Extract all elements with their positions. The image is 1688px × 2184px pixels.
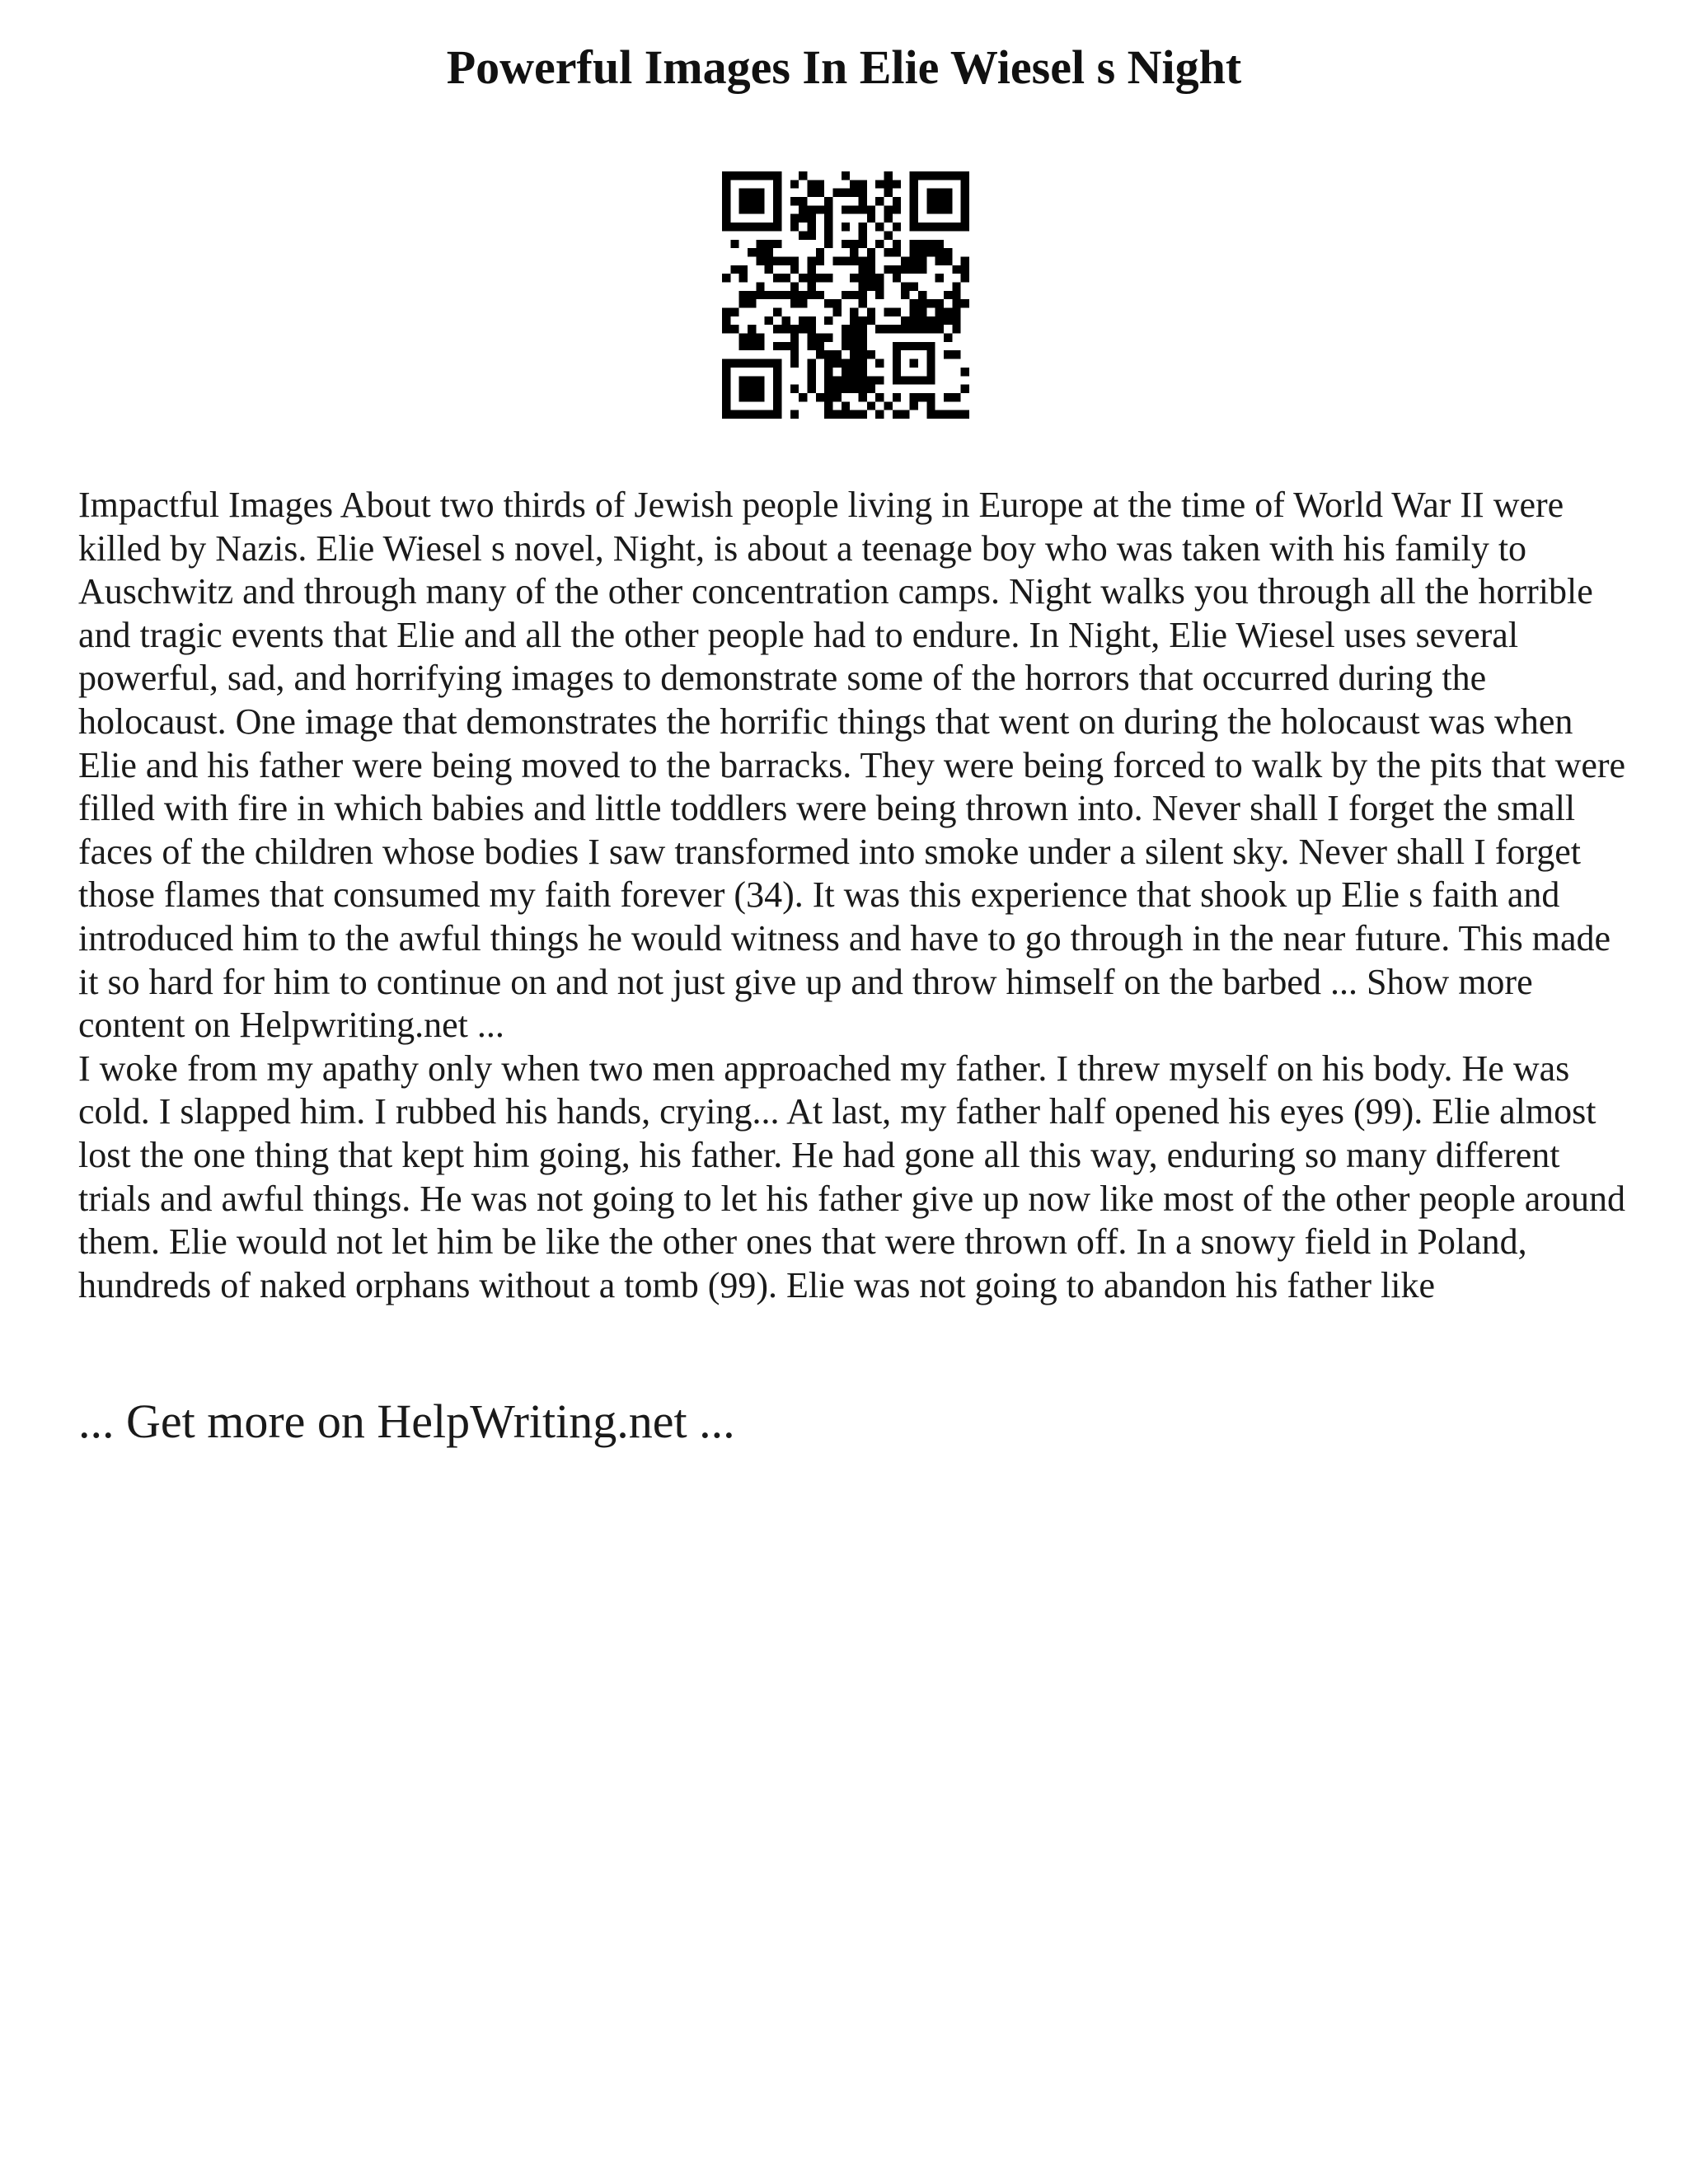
qr-code-icon (722, 171, 969, 419)
page-title: Powerful Images In Elie Wiesel s Night (446, 40, 1242, 94)
essay-body (78, 484, 1628, 1307)
get-more-link[interactable]: ... Get more on HelpWriting.net ... (78, 1394, 735, 1448)
paragraph-2: I woke from my apathy only when two men approached my father. I threw myself on his body. He was cold. I slapped him. I rubbed his hands, crying... At last, my father half opened his eyes (99). Elie almost lost the one thing that kept him going, his father. He had gone all this way, enduring so many different trials and awful things. He was not going to let his father give up now like most of the other people around them. Elie would not let him be like the other ones that were thrown off. In a snowy field in Poland, hundreds of naked orphans without a tomb (99). Elie was not going to abandon his father like (78, 1047, 1625, 1305)
paragraph-1: Impactful Images About two thirds of Jewish people living in Europe at the time of World War II were killed by Nazis. Elie Wiesel s novel, Night, is about a teenage boy who was taken with his family to Auschwitz and through many of the other concentration camps. Night walks you through all the horrible and tragic events that Elie and all the other people had to endure. In Night, Elie Wiesel uses several powerful, sad, and horrifying images to demonstrate some of the horrors that occurred during the holocaust. One image that demonstrates the horrific things that went on during the holocaust was when Elie and his father were being moved to the barracks. They were being forced to walk by the pits that were filled with fire in which babies and little toddlers were being thrown into. Never shall I forget the small faces of the children whose bodies I saw transformed into smoke under a silent sky. Never shall I forget those flames that consumed my faith forever (34). It was this experience that shook up Elie s faith and introduced him to the awful things he would witness and have to go through in the near future. This made it so hard for him to continue on and not just give up and throw himself on the barbed ... Show more content on Helpwriting.net ... (78, 485, 1626, 1046)
